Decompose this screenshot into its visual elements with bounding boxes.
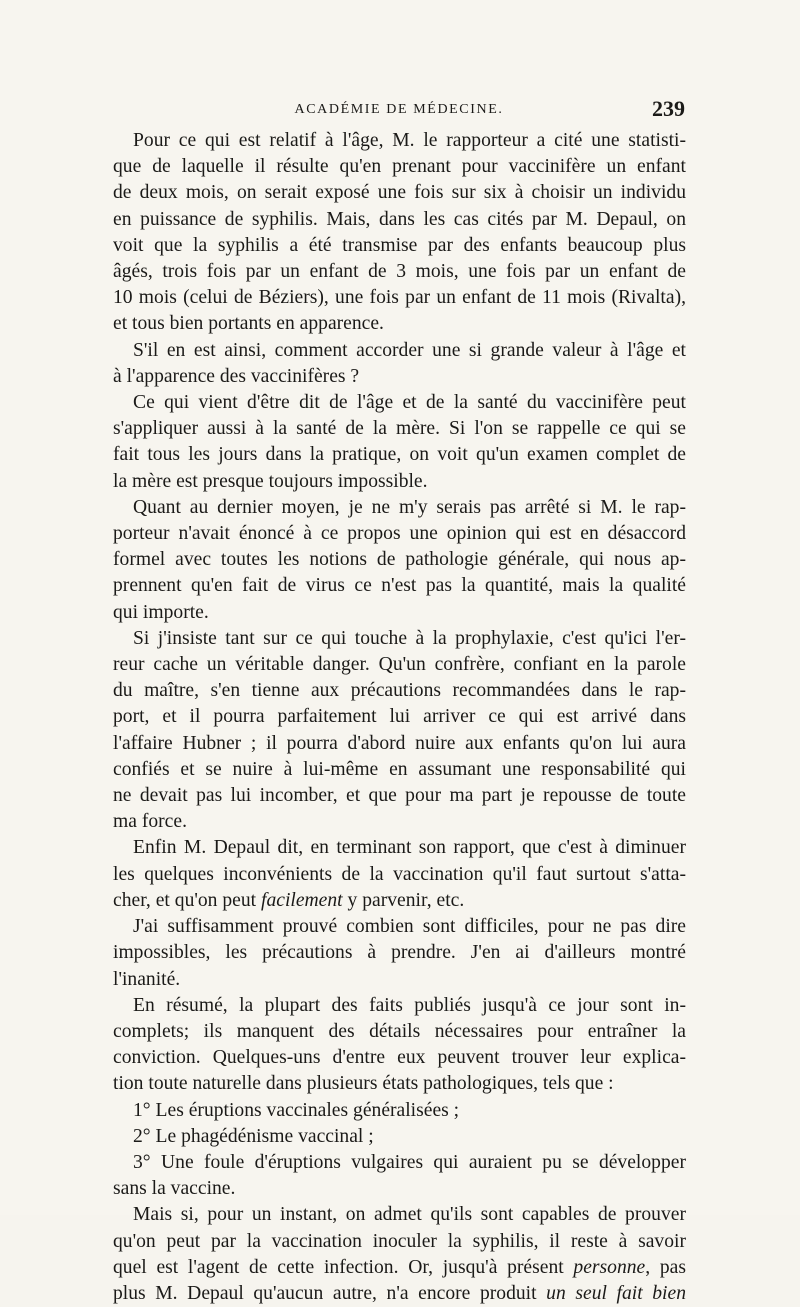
text-line: formel avec toutes les notions de pathologie générale, qui nous ap-	[113, 549, 686, 571]
text-line: qui importe.	[113, 601, 209, 623]
text-line: 2° Le phagédénisme vaccinal ;	[133, 1125, 374, 1147]
text-line: s'appliquer aussi à la santé de la mère. Si l'on se rappelle ce qui se	[113, 418, 686, 440]
text-line: complets; ils manquent des détails nécessaires pour entraîner la	[113, 1020, 686, 1042]
text-line: Quant au dernier moyen, je ne m'y serais pas arrêté si M. le rap-	[133, 496, 686, 518]
text-line: et tous bien portants en apparence.	[113, 313, 384, 335]
text-line: impossibles, les précautions à prendre. J'en ai d'ailleurs montré	[113, 942, 686, 964]
text-line: En résumé, la plupart des faits publiés jusqu'à ce jour sont in-	[133, 994, 686, 1016]
page-number: 239	[652, 96, 685, 121]
text-line: Pour ce qui est relatif à l'âge, M. le rapporteur a cité une statisti-	[133, 130, 686, 151]
text-line: en puissance de syphilis. Mais, dans les cas cités par M. Depaul, on	[113, 208, 686, 230]
text-line: plus M. Depaul qu'aucun autre, n'a encore produit un seul fait bien	[113, 1282, 686, 1304]
text-line: du maître, s'en tienne aux précautions recommandées dans le rap-	[113, 680, 686, 702]
text-line: confiés et se nuire à lui-même en assumant une responsabilité qui	[113, 758, 686, 780]
text-line: l'affaire Hubner ; il pourra d'abord nuire aux enfants qu'on lui aura	[113, 732, 686, 754]
text-line: reur cache un véritable danger. Qu'un confrère, confiant en la parole	[113, 654, 686, 676]
text-line: qu'on peut par la vaccination inoculer la syphilis, il reste à savoir	[113, 1230, 686, 1252]
text-line: ne devait pas lui incomber, et que pour ma part je repousse de toute	[113, 785, 686, 807]
italic-phrase: un seul fait bien	[546, 1282, 686, 1304]
text-line: 3° Une foule d'éruptions vulgaires qui auraient pu se développer	[133, 1151, 686, 1173]
text-line: prennent qu'en fait de virus ce n'est pas la quantité, mais la qualité	[113, 575, 686, 597]
text-line: quel est l'agent de cette infection. Or, jusqu'à présent personne, pas	[113, 1256, 686, 1278]
text-line: voit que la syphilis a été transmise par des enfants beaucoup plus	[113, 234, 686, 256]
running-title: ACADÉMIE DE MÉDECINE.	[294, 102, 504, 117]
text-line: l'inanité.	[113, 968, 181, 990]
italic-phrase: personne	[573, 1256, 646, 1278]
text-line: 1° Les éruptions vaccinales généralisées ;	[133, 1099, 460, 1121]
text-line: cher, et qu'on peut facilement y parvenir, etc.	[113, 889, 465, 911]
text-line: Enfin M. Depaul dit, en terminant son rapport, que c'est à diminuer	[133, 837, 686, 859]
running-head	[113, 96, 685, 126]
body-text	[113, 128, 686, 1307]
text-line: de deux mois, on serait exposé une fois sur six à choisir un individu	[113, 182, 686, 204]
text-line: Mais si, pour un instant, on admet qu'ils sont capables de prouver	[133, 1204, 686, 1226]
text-line: port, et il pourra parfaitement lui arriver ce qui est arrivé dans	[113, 706, 686, 728]
text-line: à l'apparence des vaccinifères ?	[113, 365, 360, 387]
text-line: que de laquelle il résulte qu'en prenant pour vaccinifère un enfant	[113, 156, 686, 178]
text-line: Ce qui vient d'être dit de l'âge et de la santé du vaccinifère peut	[133, 392, 686, 414]
text-line: tion toute naturelle dans plusieurs états pathologiques, tels que :	[113, 1073, 614, 1095]
text-line: ma force.	[113, 811, 187, 833]
text-line: sans la vaccine.	[113, 1178, 236, 1200]
text-line: Si j'insiste tant sur ce qui touche à la prophylaxie, c'est qu'ici l'er-	[133, 627, 686, 649]
text-line: J'ai suffisamment prouvé combien sont difficiles, pour ne pas dire	[133, 916, 686, 938]
text-line: fait tous les jours dans la pratique, on voit qu'un examen complet de	[113, 444, 686, 466]
text-line: les quelques inconvénients de la vaccination qu'il faut surtout s'atta-	[113, 863, 686, 885]
text-line: la mère est presque toujours impossible.	[113, 470, 428, 492]
text-line: 10 mois (celui de Béziers), une fois par un enfant de 11 mois (Rivalta),	[113, 287, 686, 309]
italic-phrase: facilement	[261, 889, 343, 911]
text-line: S'il en est ainsi, comment accorder une si grande valeur à l'âge et	[133, 339, 686, 361]
text-line: porteur n'avait énoncé à ce propos une opinion qui est en désaccord	[113, 523, 686, 545]
text-line: conviction. Quelques-uns d'entre eux peuvent trouver leur explica-	[113, 1047, 686, 1069]
text-line: âgés, trois fois par un enfant de 3 mois, une fois par un enfant de	[113, 261, 686, 283]
